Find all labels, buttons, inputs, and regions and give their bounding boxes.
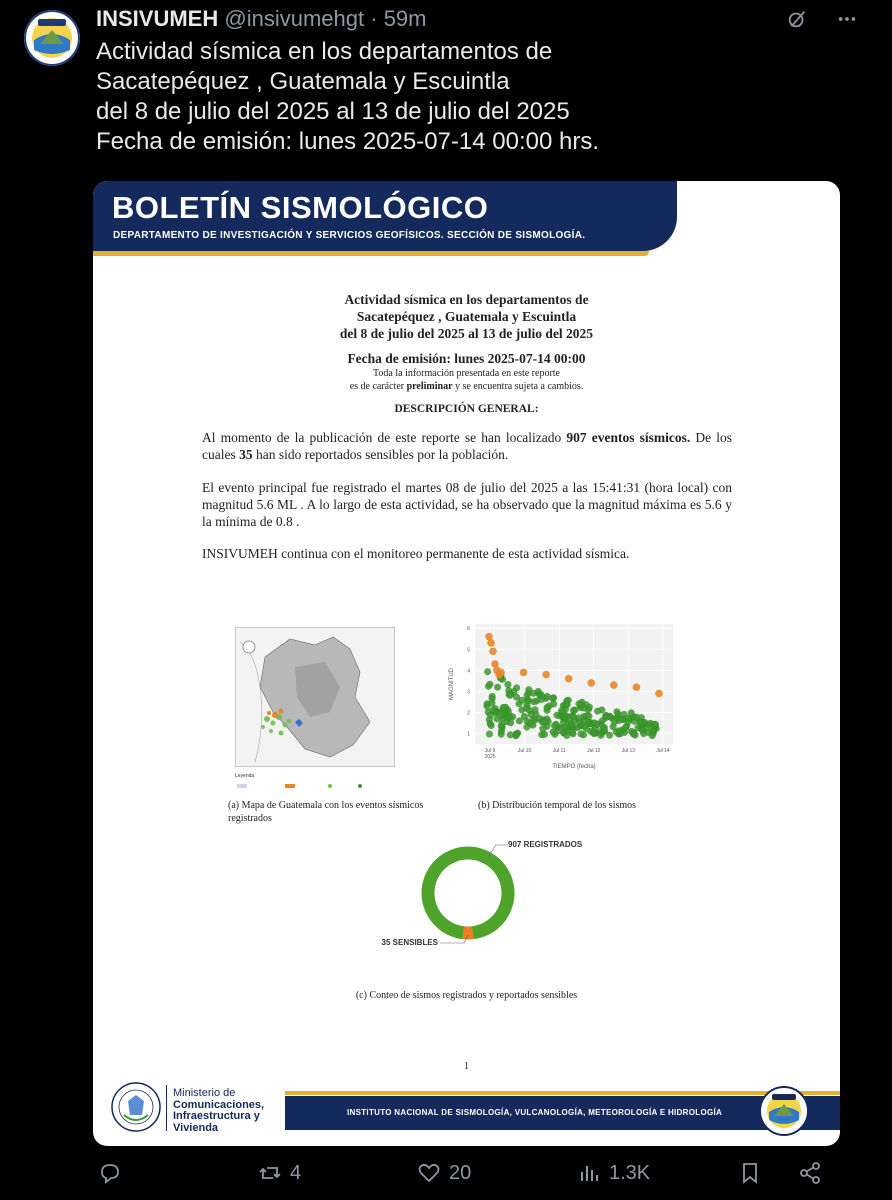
disclaimer-line1: Toda la información presentada en este reporte — [373, 368, 560, 379]
display-name[interactable]: INSIVUMEH — [96, 6, 219, 31]
caption-map: (a) Mapa de Guatemala con los eventos sísmicos registrados — [228, 800, 424, 824]
reply-icon — [98, 1161, 122, 1185]
scatter-point — [581, 722, 588, 729]
donut-label-registrados: 907 REGISTRADOS — [508, 840, 583, 849]
scatter-point — [523, 705, 530, 712]
scatter-point — [633, 683, 641, 691]
x-tick-label: Jul 12 — [587, 748, 601, 754]
scatter-point — [520, 669, 528, 677]
scatter-point — [542, 671, 550, 679]
y-axis-label: MAGNITUD — [449, 668, 455, 700]
scatter-point — [550, 729, 557, 736]
bookmark-button[interactable] — [738, 1161, 762, 1185]
map-legend — [235, 772, 400, 794]
scatter-point — [507, 732, 514, 739]
retweet-button[interactable] — [258, 1161, 301, 1185]
attached-image-bulletin[interactable] — [93, 181, 840, 1146]
p1-a: Al momento de la publicación de este reporte se han localizado — [202, 430, 567, 445]
scatter-point — [528, 711, 535, 718]
footer-divider — [166, 1085, 167, 1131]
tweet-text-line: del 8 de julio del 2025 al 13 de julio del 2025 — [96, 98, 570, 125]
y-tick-label: 3 — [467, 689, 470, 696]
tweet-actions — [0, 1155, 892, 1195]
sensibles-count: 35 — [239, 447, 253, 462]
scatter-point — [569, 729, 576, 736]
ministry-line: Comunicaciones, — [173, 1098, 265, 1111]
scatter-point — [565, 723, 572, 730]
scatter-point — [570, 713, 577, 720]
insivumeh-footer-logo-svg — [761, 1088, 807, 1134]
scatter-point — [622, 724, 629, 731]
scatter-point — [513, 732, 520, 739]
scatter-point — [538, 691, 545, 698]
like-count: 20 — [449, 1161, 472, 1184]
p1-d: han sido reportados sensibles por la población. — [252, 447, 509, 462]
scatter-point — [487, 681, 494, 688]
x-tick-label: 2025 — [484, 754, 496, 760]
scatter-point — [649, 732, 656, 739]
scatter-point — [505, 681, 512, 688]
share-icon — [798, 1161, 822, 1185]
x-tick-label: Jul 9 — [484, 748, 496, 754]
map-legend-title: Leyenda — [235, 773, 255, 779]
avatar[interactable] — [24, 10, 80, 66]
ministry-name — [173, 1088, 264, 1134]
more-icon[interactable] — [836, 8, 858, 30]
scatter-point — [601, 724, 608, 731]
scatter-point — [497, 669, 505, 677]
scatter-point — [594, 708, 601, 715]
scatter-point — [614, 709, 621, 716]
scatter-point — [572, 707, 579, 714]
scatter-point — [489, 648, 497, 656]
scatter-point — [574, 724, 581, 731]
tweet-text-line: Actividad sísmica en los departamentos de — [96, 38, 553, 65]
bulletin-subtitle: DEPARTAMENTO DE INVESTIGACIÓN Y SERVICIOS GEOFÍSICOS. SECCIÓN DE SISMOLOGÍA. — [113, 230, 586, 241]
disclaimer-post: y se encuentra sujeta a cambios. — [452, 381, 584, 392]
disclaimer — [93, 367, 840, 393]
emission-date: Fecha de emisión: lunes 2025-07-14 00:00 — [347, 351, 586, 366]
scatter-point — [564, 701, 571, 708]
grok-icon[interactable] — [786, 8, 808, 30]
scatter-point — [587, 679, 595, 687]
scatter-point — [500, 704, 507, 711]
paragraph-main-event: El evento principal fue registrado el martes 08 de julio del 2025 a las 15:41:31 (hora local) con magnitud 5.6 ML . A lo largo de esta actividad, se ha observado que la magnitud máxima es 5.6 y la mínima de 0.8 . — [202, 480, 732, 529]
ministry-line: Infraestructura y — [173, 1110, 260, 1122]
scatter-point — [594, 721, 601, 728]
p1-c: De los cuales — [202, 430, 732, 462]
scatter-point — [652, 721, 659, 728]
scatter-point — [565, 675, 573, 683]
bulletin-banner — [93, 181, 677, 251]
ministry-line: Vivienda — [173, 1121, 219, 1134]
report-title — [93, 291, 840, 342]
scatter-point — [607, 713, 614, 720]
scatter-point — [616, 727, 623, 734]
scatter-point — [494, 716, 501, 723]
events-count: 907 — [566, 430, 587, 445]
y-tick-label: 4 — [467, 668, 470, 675]
views-count: 1.3K — [609, 1161, 651, 1184]
scatter-point — [507, 692, 514, 699]
paragraph-summary — [202, 429, 732, 463]
scatter-point — [606, 732, 613, 739]
scatter-point — [507, 720, 514, 727]
scatter-point — [494, 684, 501, 691]
tweet-header — [96, 6, 796, 36]
magnitude-scatter-chart — [441, 616, 681, 784]
caption-donut: (c) Conteo de sismos registrados y reportados sensibles — [355, 990, 578, 1001]
scatter-point — [625, 715, 632, 722]
scatter-point — [610, 681, 618, 689]
tweet-text-line: Fecha de emisión: lunes 2025-07-14 00:00 hrs. — [96, 128, 599, 155]
bulletin-title: BOLETÍN SISMOLÓGICO — [112, 190, 489, 225]
retweet-icon — [258, 1161, 282, 1185]
scatter-point — [489, 695, 496, 702]
p1-b: eventos sísmicos. — [586, 430, 691, 445]
scatter-point — [551, 722, 558, 729]
scatter-point — [563, 732, 570, 739]
guatemala-map — [235, 627, 395, 767]
donut-label-sensibles: 35 SENSIBLES — [381, 938, 438, 947]
x-axis-label: TIEMPO (fecha) — [552, 764, 596, 770]
scatter-point — [583, 712, 590, 719]
scatter-point — [550, 701, 557, 708]
retweet-count: 4 — [290, 1161, 302, 1184]
scatter-point — [598, 732, 605, 739]
x-tick-label: Jul 11 — [552, 748, 566, 754]
x-tick-label: Jul 10 — [517, 748, 532, 754]
disclaimer-pre: es de carácter — [349, 381, 407, 392]
scatter-point — [590, 729, 597, 736]
scatter-point — [576, 701, 583, 708]
scatter-point — [524, 724, 531, 731]
caption-scatter: (b) Distribución temporal de los sismos — [478, 800, 637, 811]
header-icons — [786, 8, 858, 30]
insivumeh-logo-icon — [24, 10, 80, 66]
scatter-point — [526, 686, 533, 693]
footer-bar — [285, 1096, 840, 1130]
share-button[interactable] — [798, 1161, 822, 1185]
report-title-line: del 8 de julio del 2025 al 13 de julio del 2025 — [339, 326, 594, 341]
timestamp[interactable]: 59m — [383, 6, 427, 31]
handle[interactable]: @insivumehgt — [224, 6, 365, 31]
separator: · — [370, 6, 378, 31]
scatter-point — [544, 704, 551, 711]
views-icon — [577, 1161, 601, 1185]
scatter-point — [578, 731, 585, 738]
scatter-point — [581, 705, 588, 712]
scatter-point — [498, 723, 505, 730]
scatter-point — [525, 697, 532, 704]
scatter-point — [631, 718, 638, 725]
scatter-point — [506, 714, 513, 721]
disclaimer-line2 — [93, 380, 840, 393]
scatter-point — [541, 731, 548, 738]
insivumeh-footer-logo-icon — [759, 1086, 809, 1136]
tweet-text-line: Sacatepéquez , Guatemala y Escuintla — [96, 68, 510, 95]
y-tick-label: 2 — [467, 710, 470, 717]
scatter-point — [513, 694, 520, 701]
guatemala-shield-icon — [110, 1081, 162, 1133]
scatter-point — [540, 725, 547, 732]
scatter-point — [544, 693, 551, 700]
scatter-point — [487, 720, 494, 727]
x-tick-label: Jul 13 — [621, 748, 636, 754]
scatter-point — [484, 668, 491, 675]
y-tick-label: 6 — [467, 626, 470, 633]
donut-slice — [428, 853, 508, 933]
scatter-point — [630, 730, 637, 737]
views-button[interactable] — [577, 1161, 650, 1185]
scatter-point — [637, 720, 644, 727]
scatter-point — [516, 718, 523, 725]
events-donut-chart — [353, 837, 613, 967]
paragraph-monitoring: INSIVUMEH continua con el monitoreo permanente de esta actividad sísmica. — [202, 546, 630, 561]
heart-icon — [417, 1161, 441, 1185]
scatter-point — [487, 639, 495, 647]
footer-institute: INSTITUTO NACIONAL DE SISMOLOGÍA, VULCANOLOGÍA, METEOROLOGÍA E HIDROLOGÍA — [347, 1108, 723, 1117]
tweet-text — [96, 37, 856, 157]
scatter-point — [558, 707, 565, 714]
y-tick-label: 5 — [467, 647, 470, 654]
report-title-line: Sacatepéquez , Guatemala y Escuintla — [356, 309, 577, 324]
scatter-point — [539, 718, 546, 725]
bookmark-icon — [738, 1161, 762, 1185]
page-number: 1 — [464, 1061, 469, 1072]
section-heading: DESCRIPCIÓN GENERAL: — [394, 403, 539, 415]
x-tick-label: Jul 14 — [656, 748, 670, 754]
y-tick-label: 1 — [467, 731, 470, 738]
scatter-point — [610, 724, 617, 731]
reply-button[interactable] — [98, 1161, 130, 1185]
ministry-line: Ministerio de — [173, 1087, 236, 1099]
scatter-point — [486, 731, 493, 738]
like-button[interactable] — [417, 1161, 471, 1185]
report-title-line: Actividad sísmica en los departamentos de — [344, 292, 589, 307]
disclaimer-bold: preliminar — [406, 381, 453, 392]
scatter-point — [655, 690, 663, 698]
